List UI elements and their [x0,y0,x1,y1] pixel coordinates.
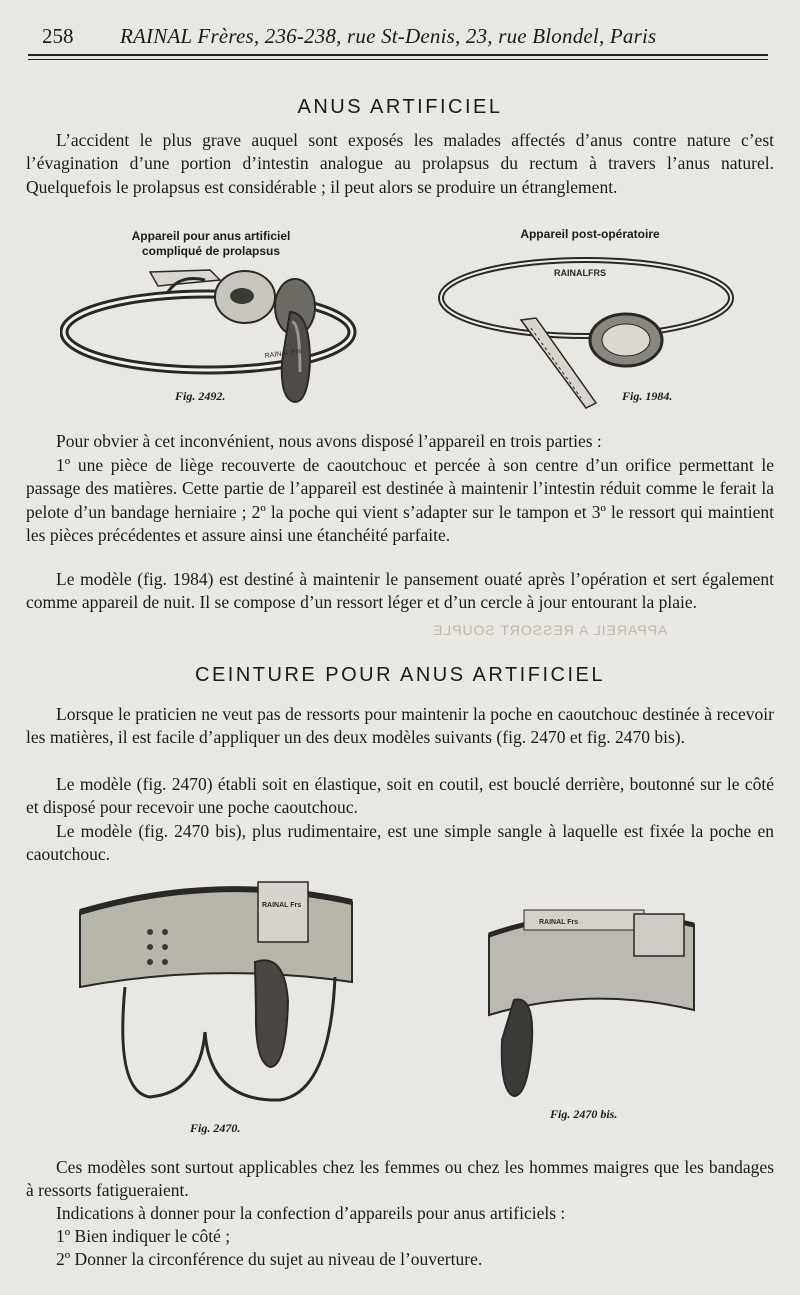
paragraph-ceinture-intro [26,703,774,750]
paragraph-model-2470-bis [26,820,774,867]
fig-label-2470: Fig. 2470. [190,1121,241,1135]
paragraph-text: Lorsque le praticien ne veut pas de ressorts pour maintenir la poche en caoutchouc destinée à recevoir les matières, il est facile d’appliquer un des deux modèles suivants (fig. 2470 et fig. 2470 bis). [26,704,774,748]
paragraph-text: Le modèle (fig. 2470) établi soit en élastique, soit en coutil, est bouclé derrière, boutonné sur le côté et disposé pour recevoir une poche caoutchouc. [26,774,774,818]
paragraph-text: Ces modèles sont surtout applicables chez les femmes ou chez les hommes maigres que les bandages à ressorts fatigueraient. [26,1157,774,1201]
figure-caption-2492 [95,229,327,259]
belt-2470-illustration [70,872,360,1117]
figure-caption-1984: Appareil post-opératoire [520,227,660,241]
illustration-stamp: RAINALFRS [554,268,606,278]
page-header [28,22,768,54]
caption-line: Appareil pour anus artificiel [131,229,291,243]
paragraph-text: Le modèle (fig. 2470 bis), plus rudimentaire, est une simple sangle à laquelle est fixée la poche en caoutchouc. [26,821,774,865]
intro-text: L’accident le plus grave auquel sont exposés les malades affectés d’anus contre nature c’est l’évagination d’une portion d’intestin analogue au prolapsus du rectum à travers l’anus naturel. Quelquefois le prolapsus est considérable ; il peut alors se produire un étranglement. [26,130,774,197]
paragraph-text: Indications à donner pour la confection d’appareils pour anus artificiels : [56,1203,566,1223]
caption-line: compliqué de prolapsus [141,244,281,258]
illustration-stamp: RAINAL Frs [539,919,579,926]
indication-item-1 [26,1225,774,1248]
publisher-line: RAINAL Frères, 236-238, rue St-Denis, 23, rue Blondel, Paris [120,24,657,48]
header-rule-thin [28,59,768,60]
paragraph-indications [26,1202,774,1225]
section-title-anus-artificiel: ANUS ARTIFICIEL [297,96,503,118]
paragraph-model-2470 [26,773,774,820]
belt-2470-bis-illustration [484,900,704,1100]
intro-paragraph [26,129,774,199]
illustration-stamp: RAINAL Frs [262,902,302,909]
fig-label-2492: Fig. 2492. [175,389,226,403]
fig-label-2470-bis: Fig. 2470 bis. [550,1107,618,1121]
paragraph-model-1984 [26,568,774,615]
paragraph-three-parts [26,430,774,453]
fig-label-1984: Fig. 1984. [622,389,673,403]
bleed-through-text: APPAREIL A RESSORT SOUPLE [432,622,668,638]
illustration-stamp: RAINAL Frs [264,347,302,360]
header-rule [28,54,768,56]
paragraph-text: Pour obvier à cet inconvénient, nous avons disposé l’appareil en trois parties : [56,431,602,451]
page-number: 258 [42,24,74,48]
paragraph-text: 1º Bien indiquer le côté ; [56,1226,231,1246]
paragraph-applicability [26,1156,774,1203]
paragraph-text: Le modèle (fig. 1984) est destiné à maintenir le pansement ouaté après l’opération et sert également comme appareil de nuit. Il se compose d’un ressort léger et d’un cercle à jour entourant la plaie. [26,569,774,613]
section-title-ceinture: CEINTURE POUR ANUS ARTIFICIEL [195,664,605,686]
post-operative-apparatus-illustration [436,248,736,418]
paragraph-text: 1º une pièce de liège recouverte de caoutchouc et percée à son centre d’un orifice permettant le passage des matières. Cette partie de l’appareil est destinée à maintenir l’intestin réduit comme le ferait la pelote d’un bandage herniaire ; 2º la poche qui vient s’adapter sur le tampon et 3º le ressort qui maintient les pièces précédentes et assure ainsi une étanchéité parfaite. [26,455,774,545]
indication-item-2 [26,1248,774,1271]
paragraph-parts-description [26,454,774,547]
paragraph-text: 2º Donner la circonférence du sujet au niveau de l’ouverture. [56,1249,483,1269]
